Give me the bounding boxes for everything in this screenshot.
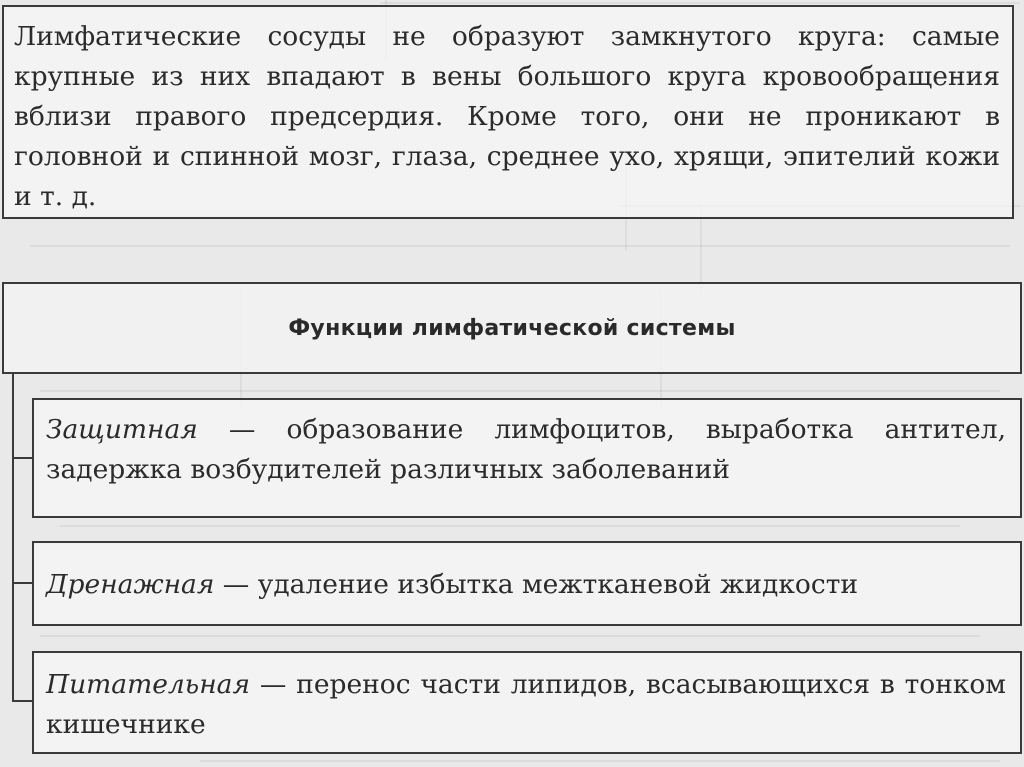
info-text: Лимфатические сосуды не образуют замкнутого круга: самые крупные из них впадают в вены большого круга кровообращения вблизи правого предсердия. Кроме того, они не проникают в головной и спинной мозг, глаза, среднее ухо, хрящи, эпителий кожи и т. д. [14,21,1000,212]
function-item-drainage [32,541,1022,626]
function-description: — перенос части липидов, всасывающихся в тонком кишечнике [46,669,1006,740]
function-name: Защитная [46,414,198,445]
connector-line [12,374,14,700]
connector-branch [12,700,32,702]
functions-title: Функции лимфатической системы [288,315,736,341]
functions-header [2,282,1022,374]
info-box [2,5,1014,219]
connector-branch [12,457,32,459]
function-description: — образование лимфоцитов, выработка антител, задержка возбудителей различных заболеваний [46,414,1006,485]
function-description: — удаление избытка межтканевой жидкости [214,569,859,600]
function-name: Питательная [46,669,251,700]
function-item-protective [32,398,1022,518]
function-item-nutritive [32,651,1022,754]
function-name: Дренажная [46,569,215,600]
connector-branch [12,582,32,584]
